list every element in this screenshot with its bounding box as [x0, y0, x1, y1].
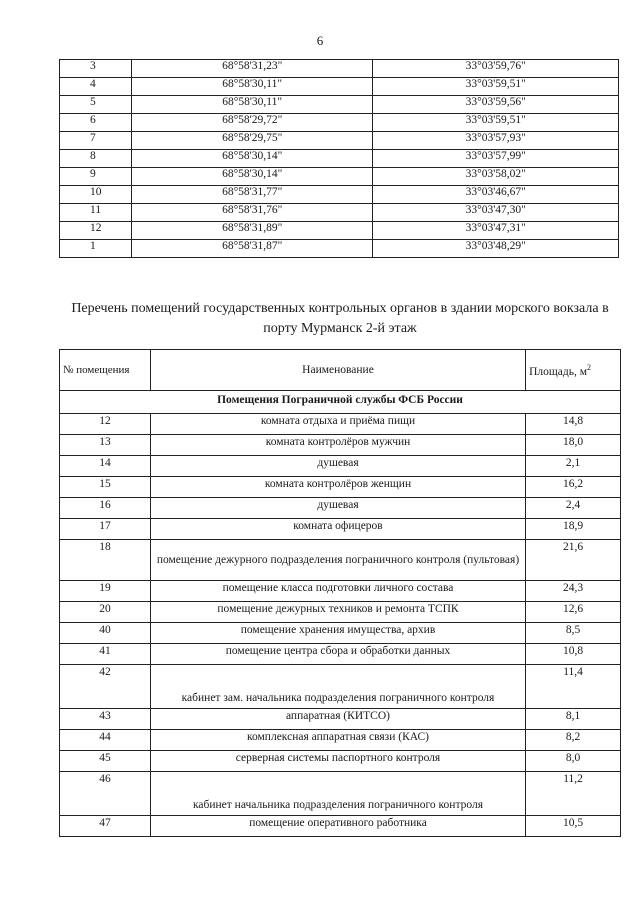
room-row: [60, 581, 621, 602]
point-number: 7: [60, 132, 132, 150]
room-area: 18,0: [526, 435, 621, 456]
latitude-cell: 68°58'31,23": [131, 60, 373, 78]
room-number: 13: [60, 435, 151, 456]
longitude-cell: 33°03'47,31": [373, 222, 619, 240]
point-number: 12: [60, 222, 132, 240]
longitude-cell: 33°03'59,76": [373, 60, 619, 78]
room-name: кабинет начальника подразделения пограничного контроля: [150, 772, 525, 816]
point-number: 6: [60, 114, 132, 132]
coordinate-row: [60, 96, 619, 114]
latitude-cell: 68°58'30,11": [131, 96, 373, 114]
rooms-table: [59, 349, 621, 837]
room-name: комната офицеров: [150, 519, 525, 540]
point-number: 11: [60, 204, 132, 222]
latitude-cell: 68°58'29,72": [131, 114, 373, 132]
latitude-cell: 68°58'31,76": [131, 204, 373, 222]
room-number: 14: [60, 456, 151, 477]
room-name: комната контролёров мужчин: [150, 435, 525, 456]
room-area: 10,8: [526, 644, 621, 665]
room-area: 10,5: [526, 816, 621, 837]
room-name: помещение центра сбора и обработки данных: [150, 644, 525, 665]
room-number: 16: [60, 498, 151, 519]
latitude-cell: 68°58'30,14": [131, 150, 373, 168]
room-area: 11,4: [526, 665, 621, 709]
coordinate-row: [60, 168, 619, 186]
room-row: [60, 644, 621, 665]
longitude-cell: 33°03'57,99": [373, 150, 619, 168]
room-number: 46: [60, 772, 151, 816]
room-number: 45: [60, 751, 151, 772]
room-row: [60, 519, 621, 540]
room-number: 20: [60, 602, 151, 623]
room-area: 8,5: [526, 623, 621, 644]
room-number: 41: [60, 644, 151, 665]
room-row: [60, 730, 621, 751]
room-number: 19: [60, 581, 151, 602]
room-row: [60, 414, 621, 435]
room-row: [60, 456, 621, 477]
room-name: комната контролёров женщин: [150, 477, 525, 498]
header-room-area-sup: 2: [586, 362, 591, 372]
room-area: 14,8: [526, 414, 621, 435]
room-name: кабинет зам. начальника подразделения пограничного контроля: [150, 665, 525, 709]
room-row: [60, 623, 621, 644]
room-area: 2,1: [526, 456, 621, 477]
section-row: [60, 391, 621, 414]
latitude-cell: 68°58'29,75": [131, 132, 373, 150]
header-room-name: Наименование: [150, 350, 525, 391]
point-number: 5: [60, 96, 132, 114]
room-number: 12: [60, 414, 151, 435]
room-row: [60, 665, 621, 709]
coordinate-row: [60, 78, 619, 96]
room-row: [60, 772, 621, 816]
coordinate-row: [60, 222, 619, 240]
room-area: 16,2: [526, 477, 621, 498]
room-row: [60, 709, 621, 730]
latitude-cell: 68°58'31,77": [131, 186, 373, 204]
room-row: [60, 751, 621, 772]
room-row: [60, 602, 621, 623]
room-name: комната отдыха и приёма пищи: [150, 414, 525, 435]
room-name: помещение хранения имущества, архив: [150, 623, 525, 644]
room-row: [60, 816, 621, 837]
room-number: 17: [60, 519, 151, 540]
room-name: аппаратная (КИТСО): [150, 709, 525, 730]
room-row: [60, 477, 621, 498]
point-number: 1: [60, 240, 132, 258]
point-number: 4: [60, 78, 132, 96]
longitude-cell: 33°03'59,56": [373, 96, 619, 114]
coordinate-row: [60, 186, 619, 204]
room-name: помещение класса подготовки личного состава: [150, 581, 525, 602]
room-number: 44: [60, 730, 151, 751]
room-number: 47: [60, 816, 151, 837]
header-room-number: № помещения: [60, 350, 151, 391]
room-area: 11,2: [526, 772, 621, 816]
coordinate-row: [60, 204, 619, 222]
longitude-cell: 33°03'58,02": [373, 168, 619, 186]
coordinate-row: [60, 114, 619, 132]
coordinate-row: [60, 150, 619, 168]
longitude-cell: 33°03'48,29": [373, 240, 619, 258]
longitude-cell: 33°03'46,67": [373, 186, 619, 204]
section-title: Помещения Пограничной службы ФСБ России: [60, 391, 621, 414]
header-room-area-label: Площадь, м: [529, 365, 587, 378]
point-number: 9: [60, 168, 132, 186]
room-name: душевая: [150, 498, 525, 519]
latitude-cell: 68°58'30,14": [131, 168, 373, 186]
room-number: 42: [60, 665, 151, 709]
longitude-cell: 33°03'59,51": [373, 114, 619, 132]
room-name: помещение дежурного подразделения пограничного контроля (пультовая): [150, 540, 525, 581]
room-area: 8,0: [526, 751, 621, 772]
room-area: 12,6: [526, 602, 621, 623]
room-area: 8,1: [526, 709, 621, 730]
coordinate-row: [60, 240, 619, 258]
room-number: 15: [60, 477, 151, 498]
longitude-cell: 33°03'57,93": [373, 132, 619, 150]
rooms-list-heading: Перечень помещений государственных контрольных органов в здании морского вокзала в порту Мурманск 2-й этаж: [71, 301, 609, 336]
room-name: душевая: [150, 456, 525, 477]
room-number: 18: [60, 540, 151, 581]
coordinate-row: [60, 60, 619, 78]
coordinates-table: [59, 59, 619, 258]
room-number: 40: [60, 623, 151, 644]
coordinate-row: [60, 132, 619, 150]
latitude-cell: 68°58'31,89": [131, 222, 373, 240]
page-number: 6: [316, 33, 324, 48]
room-name: помещение оперативного работника: [150, 816, 525, 837]
room-row: [60, 540, 621, 581]
room-area: 8,2: [526, 730, 621, 751]
room-area: 24,3: [526, 581, 621, 602]
point-number: 10: [60, 186, 132, 204]
room-area: 2,4: [526, 498, 621, 519]
latitude-cell: 68°58'30,11": [131, 78, 373, 96]
room-row: [60, 435, 621, 456]
room-name: серверная системы паспортного контроля: [150, 751, 525, 772]
header-room-area: [526, 350, 621, 391]
room-row: [60, 498, 621, 519]
point-number: 3: [60, 60, 132, 78]
latitude-cell: 68°58'31,87": [131, 240, 373, 258]
rooms-table-header: [60, 350, 621, 391]
room-number: 43: [60, 709, 151, 730]
point-number: 8: [60, 150, 132, 168]
longitude-cell: 33°03'47,30": [373, 204, 619, 222]
room-area: 21,6: [526, 540, 621, 581]
room-area: 18,9: [526, 519, 621, 540]
room-name: помещение дежурных техников и ремонта ТСПК: [150, 602, 525, 623]
longitude-cell: 33°03'59,51": [373, 78, 619, 96]
room-name: комплексная аппаратная связи (КАС): [150, 730, 525, 751]
